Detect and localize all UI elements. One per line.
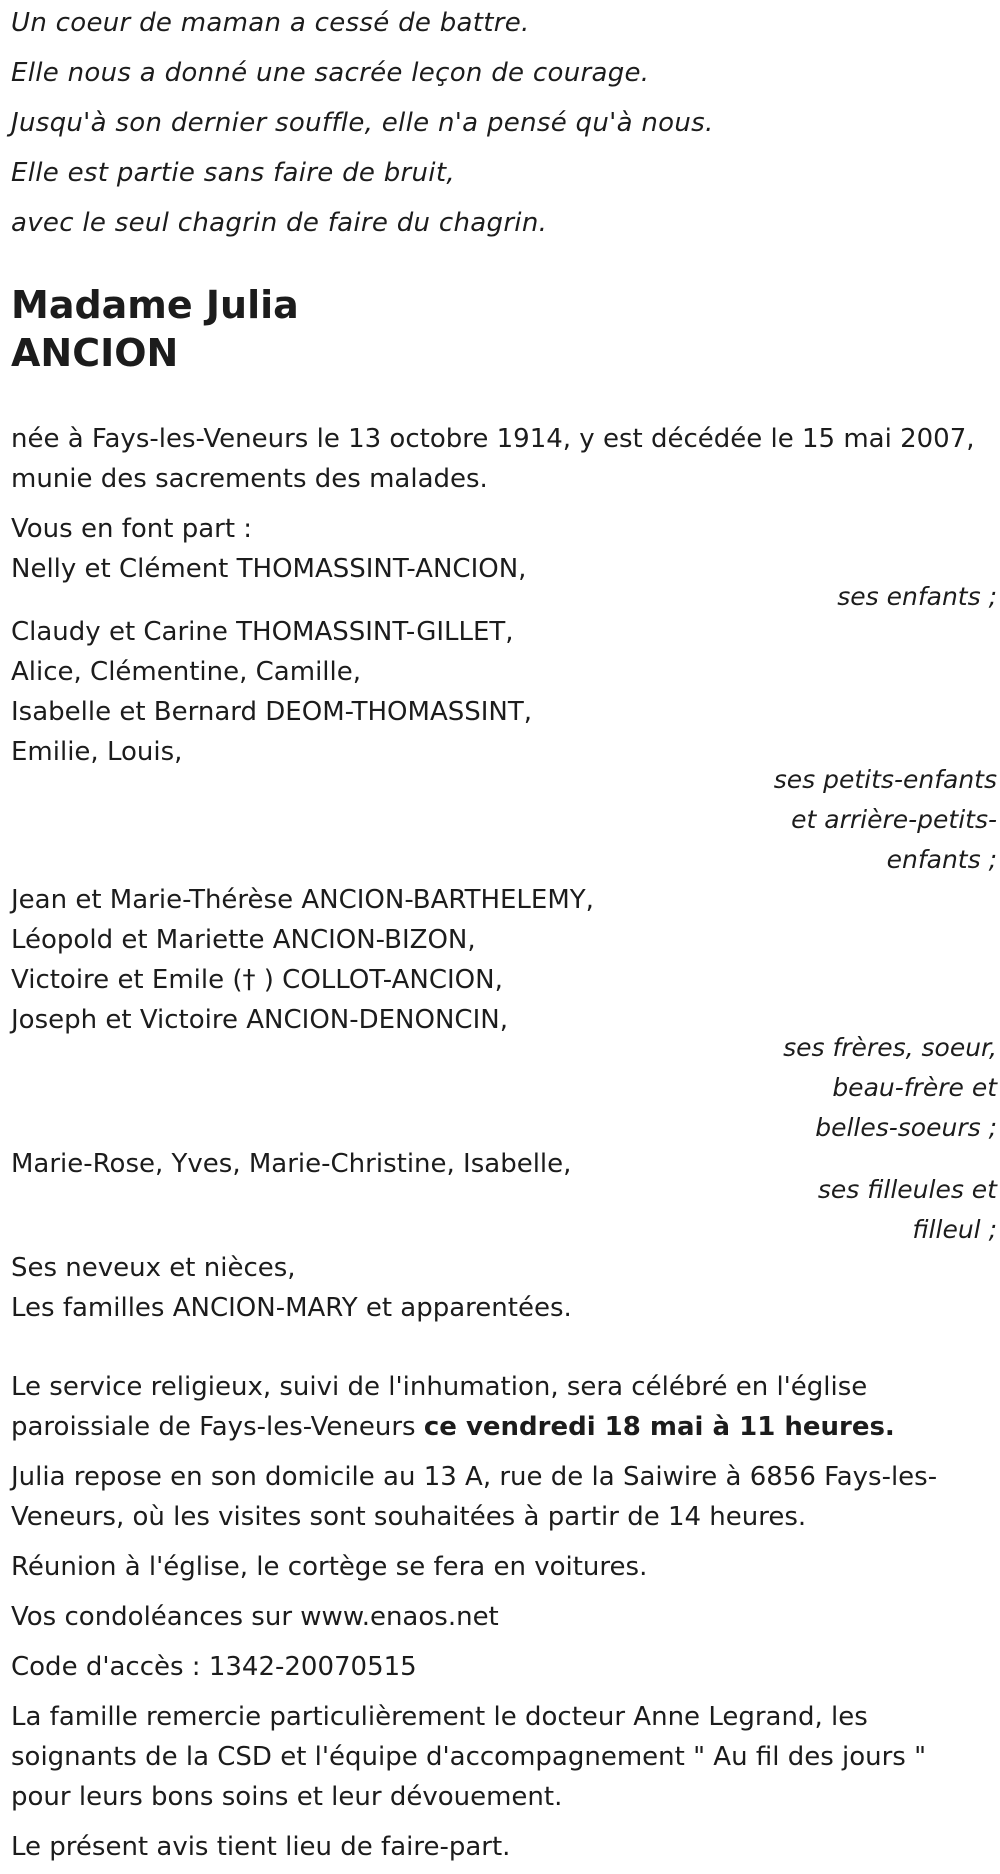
- closing-note: Le présent avis tient lieu de faire-part.: [11, 1832, 511, 1862]
- thanks-line: pour leurs bons soins et leur dévouement.: [11, 1782, 563, 1812]
- other-family-line: Les familles ANCION-MARY et apparentées.: [11, 1293, 572, 1323]
- children-names: Nelly et Clément THOMASSINT-ANCION,: [11, 554, 527, 584]
- children-relation: ses enfants ;: [837, 582, 997, 611]
- siblings-relation: beau-frère et: [832, 1073, 997, 1102]
- grandchildren-relation: et arrière-petits-: [791, 805, 997, 834]
- grandchildren-line: Emilie, Louis,: [11, 737, 183, 767]
- siblings-line: Victoire et Emile († ) COLLOT-ANCION,: [11, 965, 503, 995]
- siblings-line: Joseph et Victoire ANCION-DENONCIN,: [11, 1005, 508, 1035]
- service-date-time: ce vendredi 18 mai à 11 heures.: [423, 1412, 895, 1442]
- grandchildren-relation: enfants ;: [886, 845, 997, 874]
- grandchildren-line: Alice, Clémentine, Camille,: [11, 657, 361, 687]
- poem-line: Elle est partie sans faire de bruit,: [11, 158, 455, 188]
- grandchildren-line: Isabelle et Bernard DEOM-THOMASSINT,: [11, 697, 533, 727]
- other-family-line: Ses neveux et nièces,: [11, 1253, 296, 1283]
- godchildren-relation: filleul ;: [912, 1215, 997, 1244]
- godchildren-relation: ses filleules et: [817, 1175, 997, 1204]
- deceased-name-line1: Madame Julia: [11, 283, 299, 327]
- grandchildren-relation: ses petits-enfants: [773, 765, 997, 794]
- poem-line: Elle nous a donné une sacrée leçon de courage.: [11, 58, 650, 88]
- poem-line: Un coeur de maman a cessé de battre.: [11, 8, 530, 38]
- godchildren-names: Marie-Rose, Yves, Marie-Christine, Isabelle,: [11, 1149, 572, 1179]
- service-line: Le service religieux, suivi de l'inhumation, sera célébré en l'église: [11, 1372, 868, 1402]
- siblings-relation: ses frères, soeur,: [783, 1033, 997, 1062]
- meeting-info: Réunion à l'église, le cortège se fera en voitures.: [11, 1552, 648, 1582]
- access-code: Code d'accès : 1342-20070515: [11, 1652, 417, 1682]
- visitation-line: Veneurs, où les visites sont souhaitées à partir de 14 heures.: [11, 1502, 807, 1532]
- service-location: paroissiale de Fays-les-Veneurs: [11, 1412, 424, 1442]
- birth-death-line: munie des sacrements des malades.: [11, 464, 488, 494]
- poem-line: avec le seul chagrin de faire du chagrin.: [11, 208, 548, 238]
- siblings-line: Léopold et Mariette ANCION-BIZON,: [11, 925, 476, 955]
- visitation-line: Julia repose en son domicile au 13 A, rue de la Saiwire à 6856 Fays-les-: [11, 1462, 938, 1492]
- birth-death-line: née à Fays-les-Veneurs le 13 octobre 1914, y est décédée le 15 mai 2007,: [11, 424, 975, 454]
- thanks-line: La famille remercie particulièrement le docteur Anne Legrand, les: [11, 1702, 868, 1732]
- condolences-info: Vos condoléances sur www.enaos.net: [11, 1602, 499, 1632]
- siblings-relation: belles-soeurs ;: [815, 1113, 997, 1142]
- grandchildren-line: Claudy et Carine THOMASSINT-GILLET,: [11, 617, 514, 647]
- thanks-line: soignants de la CSD et l'équipe d'accompagnement " Au fil des jours ": [11, 1742, 927, 1772]
- poem-line: Jusqu'à son dernier souffle, elle n'a pensé qu'à nous.: [11, 108, 714, 138]
- announcement-intro: Vous en font part :: [11, 514, 253, 544]
- siblings-line: Jean et Marie-Thérèse ANCION-BARTHELEMY,: [11, 885, 594, 915]
- service-line: [11, 1412, 895, 1442]
- deceased-name-line2: ANCION: [11, 331, 179, 375]
